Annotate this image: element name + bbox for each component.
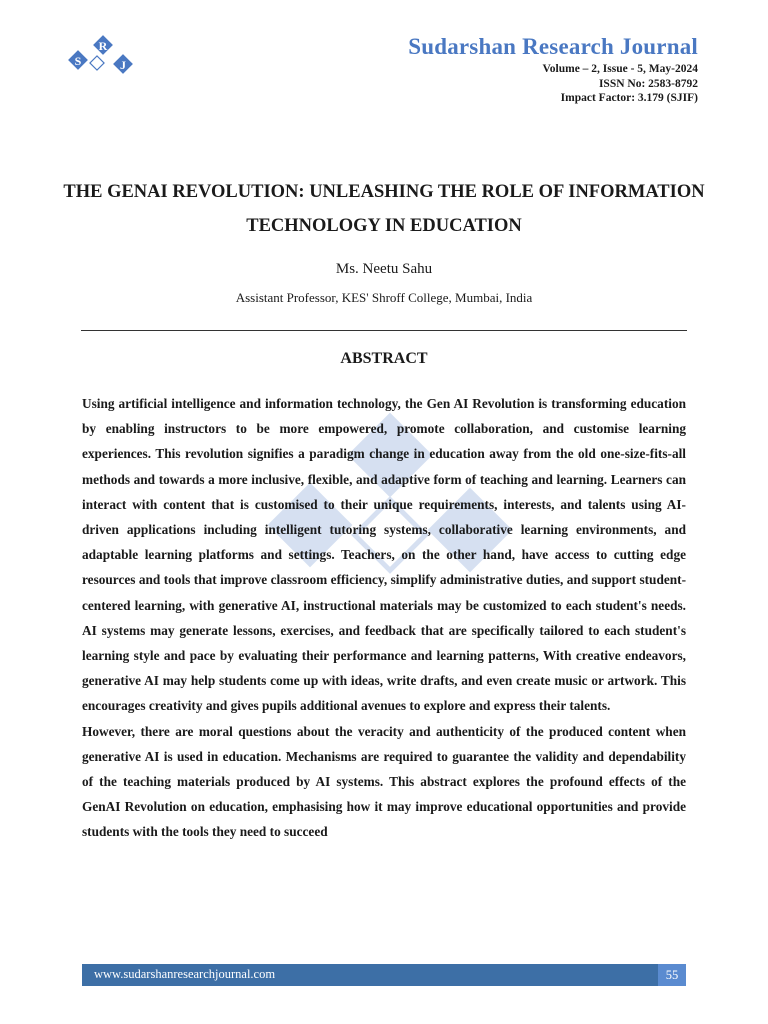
abstract-body [82, 391, 686, 845]
logo-diamond-j [113, 54, 133, 74]
footer-bar [82, 964, 686, 986]
abstract-paragraph: However, there are moral questions about the veracity and authenticity of the produced content when generative AI is used in education. Mechanisms are required to guarantee the validity and dependability of the teaching materials produced by AI systems. This abstract explores the profound effects of the GenAI Revolution on education, emphasising how it may improve educational opportunities and provide students with the tools they need to succeed [82, 723, 686, 840]
impact-factor-line: Impact Factor: 3.179 (SJIF) [560, 92, 698, 104]
author-name: Ms. Neetu Sahu [335, 261, 433, 277]
issn-line: ISSN No: 2583-8792 [598, 77, 698, 90]
abstract-paragraph: Using artificial intelligence and information technology, the Gen AI Revolution is transforming education by enabling instructors to be more empowered, promote collaboration, and customise learning experiences. This revolution signifies a paradigm change in education away from the old one-size-fits-all methods and towards a more inclusive, flexible, and adaptive form of teaching and learning. Learners can interact with content that is customised to their unique requirements, interests, and talents using AI-driven applications including intelligent tutoring systems, collaborative learning environments, and adaptable learning platforms and settings. Teachers, on the other hand, have access to cutting edge resources and tools that improve classroom efficiency, simplify administrative duties, and support student-centered learning, with generative AI, instructional materials may be customized to each student's needs. AI systems may generate lessons, exercises, and feedback that are specifically tailored to each student's learning style and pace by evaluating their performance and learning patterns, With creative endeavors, generative AI may help students come up with ideas, write drafts, and even create music or artwork. This encourages creativity and gives pupils additional avenues to explore and express their talents. [82, 396, 686, 714]
logo-diamond-s [68, 50, 88, 70]
svg-text:J: J [120, 58, 126, 72]
author-affiliation: Assistant Professor, KES' Shroff College, Mumbai, India [235, 290, 533, 305]
footer-url-link[interactable]: www.sudarshanresearchjournal.com [94, 967, 276, 981]
paper-title: THE GENAI REVOLUTION: UNLEASHING THE ROLE OF INFORMATION TECHNOLOGY IN EDUCATION [63, 182, 705, 236]
abstract-heading: ABSTRACT [340, 350, 428, 367]
srj-logo [68, 34, 138, 84]
journal-title: Sudarshan Research Journal [408, 34, 698, 59]
journal-meta [543, 62, 698, 106]
svg-text:S: S [74, 54, 82, 68]
logo-diamond-r [93, 35, 113, 55]
svg-text:R: R [98, 39, 108, 53]
page-number: 55 [658, 964, 686, 986]
header-divider [81, 330, 687, 331]
volume-issue-line: Volume – 2, Issue - 5, May-2024 [542, 63, 698, 75]
